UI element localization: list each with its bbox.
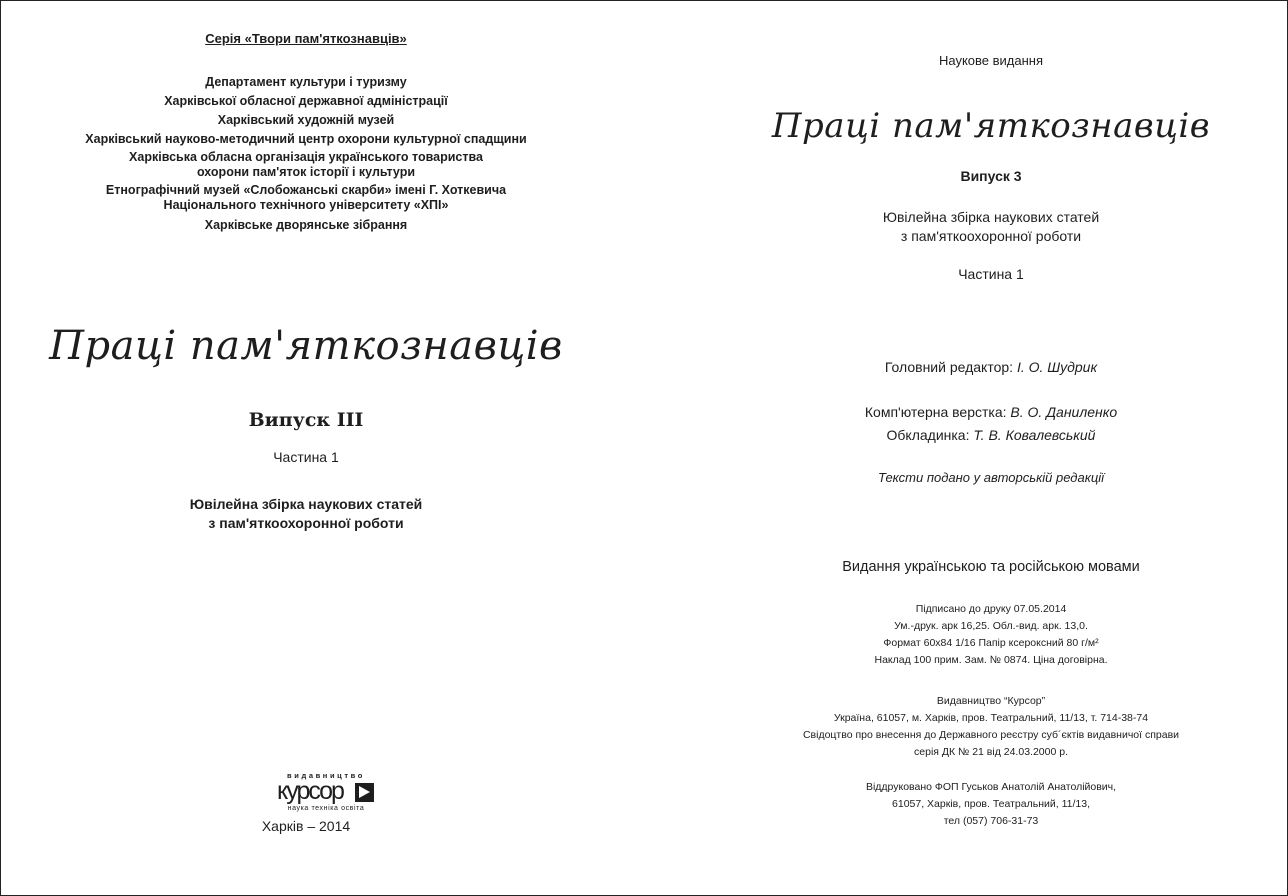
publisher-line: Україна, 61057, м. Харків, пров. Театральний, 11/13, т. 714-38-74	[833, 712, 1149, 724]
organization-line: Департамент культури і туризму	[205, 75, 407, 89]
editorial-note: Тексти подано у авторській редакції	[877, 470, 1105, 485]
issue-number: Випуск III	[248, 409, 364, 431]
cover-credit	[695, 427, 1287, 443]
right-page	[695, 1, 1287, 895]
book-title: Праці пам'яткознавців	[771, 106, 1211, 146]
cursor-arrow-icon	[355, 783, 374, 802]
book-title: Праці пам'яткознавців	[49, 323, 563, 369]
organization-line: охорони пам'яток історії і культури	[196, 165, 416, 179]
printer-line: тел (057) 706-31-73	[943, 815, 1039, 827]
credit-label: Головний редактор:	[884, 359, 1014, 375]
series-title: Серія «Твори пам'яткознавців»	[205, 31, 407, 46]
credit-name: В. О. Даниленко	[1010, 404, 1118, 420]
issue-number: Випуск 3	[960, 168, 1022, 184]
city-year: Харків – 2014	[261, 818, 351, 834]
logo-wordmark: курсор	[277, 777, 343, 805]
layout-credit	[695, 404, 1287, 420]
print-line: Формат 60х84 1/16 Папір ксероксний 80 г/м²	[883, 637, 1099, 649]
logo-tagline: наука техніка освіта	[287, 805, 365, 812]
print-details	[695, 601, 1287, 669]
part-label: Частина 1	[958, 266, 1024, 282]
organization-line: Харківське дворянське зібрання	[204, 218, 408, 232]
organization-block	[1, 183, 611, 213]
print-line: Підписано до друку 07.05.2014	[915, 603, 1067, 615]
part-label: Частина 1	[273, 449, 339, 465]
publisher-logo	[277, 771, 377, 815]
subtitle-line: Ювілейна збірка наукових статей	[882, 209, 1100, 225]
credit-name: Т. В. Ковалевський	[973, 427, 1096, 443]
chief-editor-credit	[695, 359, 1287, 375]
organization-line: Національного технічного університету «ХПІ»	[163, 198, 449, 212]
credit-name: І. О. Шудрик	[1016, 359, 1098, 375]
publisher-details	[695, 693, 1287, 761]
logo-top-text: видавництво	[287, 771, 365, 780]
subtitle-line: з пам'яткоохоронної роботи	[208, 515, 404, 531]
publisher-line: серія ДК № 21 від 24.03.2000 р.	[914, 746, 1068, 758]
organization-block	[1, 150, 611, 180]
organization-line: Харківський художній музей	[217, 113, 395, 127]
organization-line: Харківська обласна організація українського товариства	[129, 150, 483, 164]
print-line: Ум.-друк. арк 16,25. Обл.-вид. арк. 13,0.	[894, 620, 1088, 632]
edition-kind: Наукове видання	[938, 53, 1044, 68]
publisher-line: Свідоцтво про внесення до Державного реєстру суб´єктів видавничої справи	[802, 729, 1180, 741]
organizations-list	[1, 73, 611, 235]
credit-label: Комп'ютерна верстка:	[864, 404, 1007, 420]
printer-line: 61057, Харків, пров. Театральний, 11/13,	[892, 798, 1090, 810]
languages-note: Видання українською та російською мовами	[842, 559, 1140, 575]
credit-label: Обкладинка:	[886, 427, 970, 443]
print-line: Наклад 100 прим. Зам. № 0874. Ціна договірна.	[874, 654, 1108, 666]
book-subtitle	[1, 495, 611, 533]
organization-line: Харківської обласної державної адміністрації	[164, 94, 448, 108]
subtitle-line: Ювілейна збірка наукових статей	[189, 496, 423, 512]
printer-line: Віддруковано ФОП Гуськов Анатолій Анатолійович,	[865, 781, 1117, 793]
organization-line: Етнографічний музей «Слобожанські скарби» імені Г. Хоткевича	[105, 183, 507, 197]
book-subtitle	[695, 208, 1287, 246]
left-page	[1, 1, 611, 895]
subtitle-line: з пам'яткоохоронної роботи	[900, 228, 1082, 244]
organization-line: Харківський науково-методичний центр охорони культурної спадщини	[85, 132, 527, 146]
publisher-line: Видавництво “Курсор”	[936, 695, 1046, 707]
printer-details	[695, 779, 1287, 830]
